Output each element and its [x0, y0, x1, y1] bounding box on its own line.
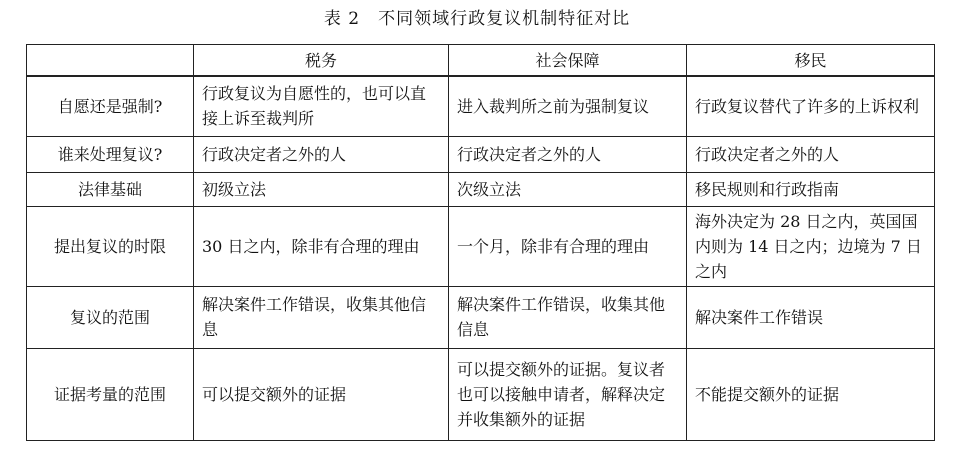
row-label: 证据考量的范围 [27, 348, 194, 440]
table-row [27, 136, 935, 172]
table-row [27, 286, 935, 348]
table-title: 不同领域行政复议机制特征对比 [378, 9, 631, 29]
cell-tax: 可以提交额外的证据 [194, 348, 449, 440]
cell-social-security: 可以提交额外的证据。复议者也可以接触申请者，解释决定并收集额外的证据 [449, 348, 687, 440]
cell-immigration: 行政复议替代了许多的上诉权利 [687, 76, 935, 136]
header-corner [27, 45, 194, 77]
table-row [27, 172, 935, 206]
row-label: 复议的范围 [27, 286, 194, 348]
cell-tax: 解决案件工作错误，收集其他信息 [194, 286, 449, 348]
cell-tax: 30 日之内，除非有合理的理由 [194, 206, 449, 286]
cell-social-security: 行政决定者之外的人 [449, 136, 687, 172]
cell-immigration: 移民规则和行政指南 [687, 172, 935, 206]
header-social-security: 社会保障 [449, 45, 687, 77]
header-tax: 税务 [194, 45, 449, 77]
cell-social-security: 解决案件工作错误，收集其他信息 [449, 286, 687, 348]
row-label: 法律基础 [27, 172, 194, 206]
cell-tax: 初级立法 [194, 172, 449, 206]
cell-immigration: 不能提交额外的证据 [687, 348, 935, 440]
row-label: 谁来处理复议? [27, 136, 194, 172]
row-label: 提出复议的时限 [27, 206, 194, 286]
header-row [27, 45, 935, 77]
table-row [27, 206, 935, 286]
table-row [27, 348, 935, 440]
cell-immigration: 行政决定者之外的人 [687, 136, 935, 172]
cell-tax: 行政决定者之外的人 [194, 136, 449, 172]
cell-tax: 行政复议为自愿性的，也可以直接上诉至裁判所 [194, 76, 449, 136]
comparison-table [26, 44, 935, 441]
table-row [27, 76, 935, 136]
header-immigration: 移民 [687, 45, 935, 77]
row-label: 自愿还是强制? [27, 76, 194, 136]
cell-immigration: 解决案件工作错误 [687, 286, 935, 348]
table-caption [0, 8, 954, 30]
table-number: 表 2 [323, 9, 361, 29]
cell-immigration: 海外决定为 28 日之内，英国国内则为 14 日之内；边境为 7 日之内 [687, 206, 935, 286]
cell-social-security: 一个月，除非有合理的理由 [449, 206, 687, 286]
cell-social-security: 次级立法 [449, 172, 687, 206]
cell-social-security: 进入裁判所之前为强制复议 [449, 76, 687, 136]
